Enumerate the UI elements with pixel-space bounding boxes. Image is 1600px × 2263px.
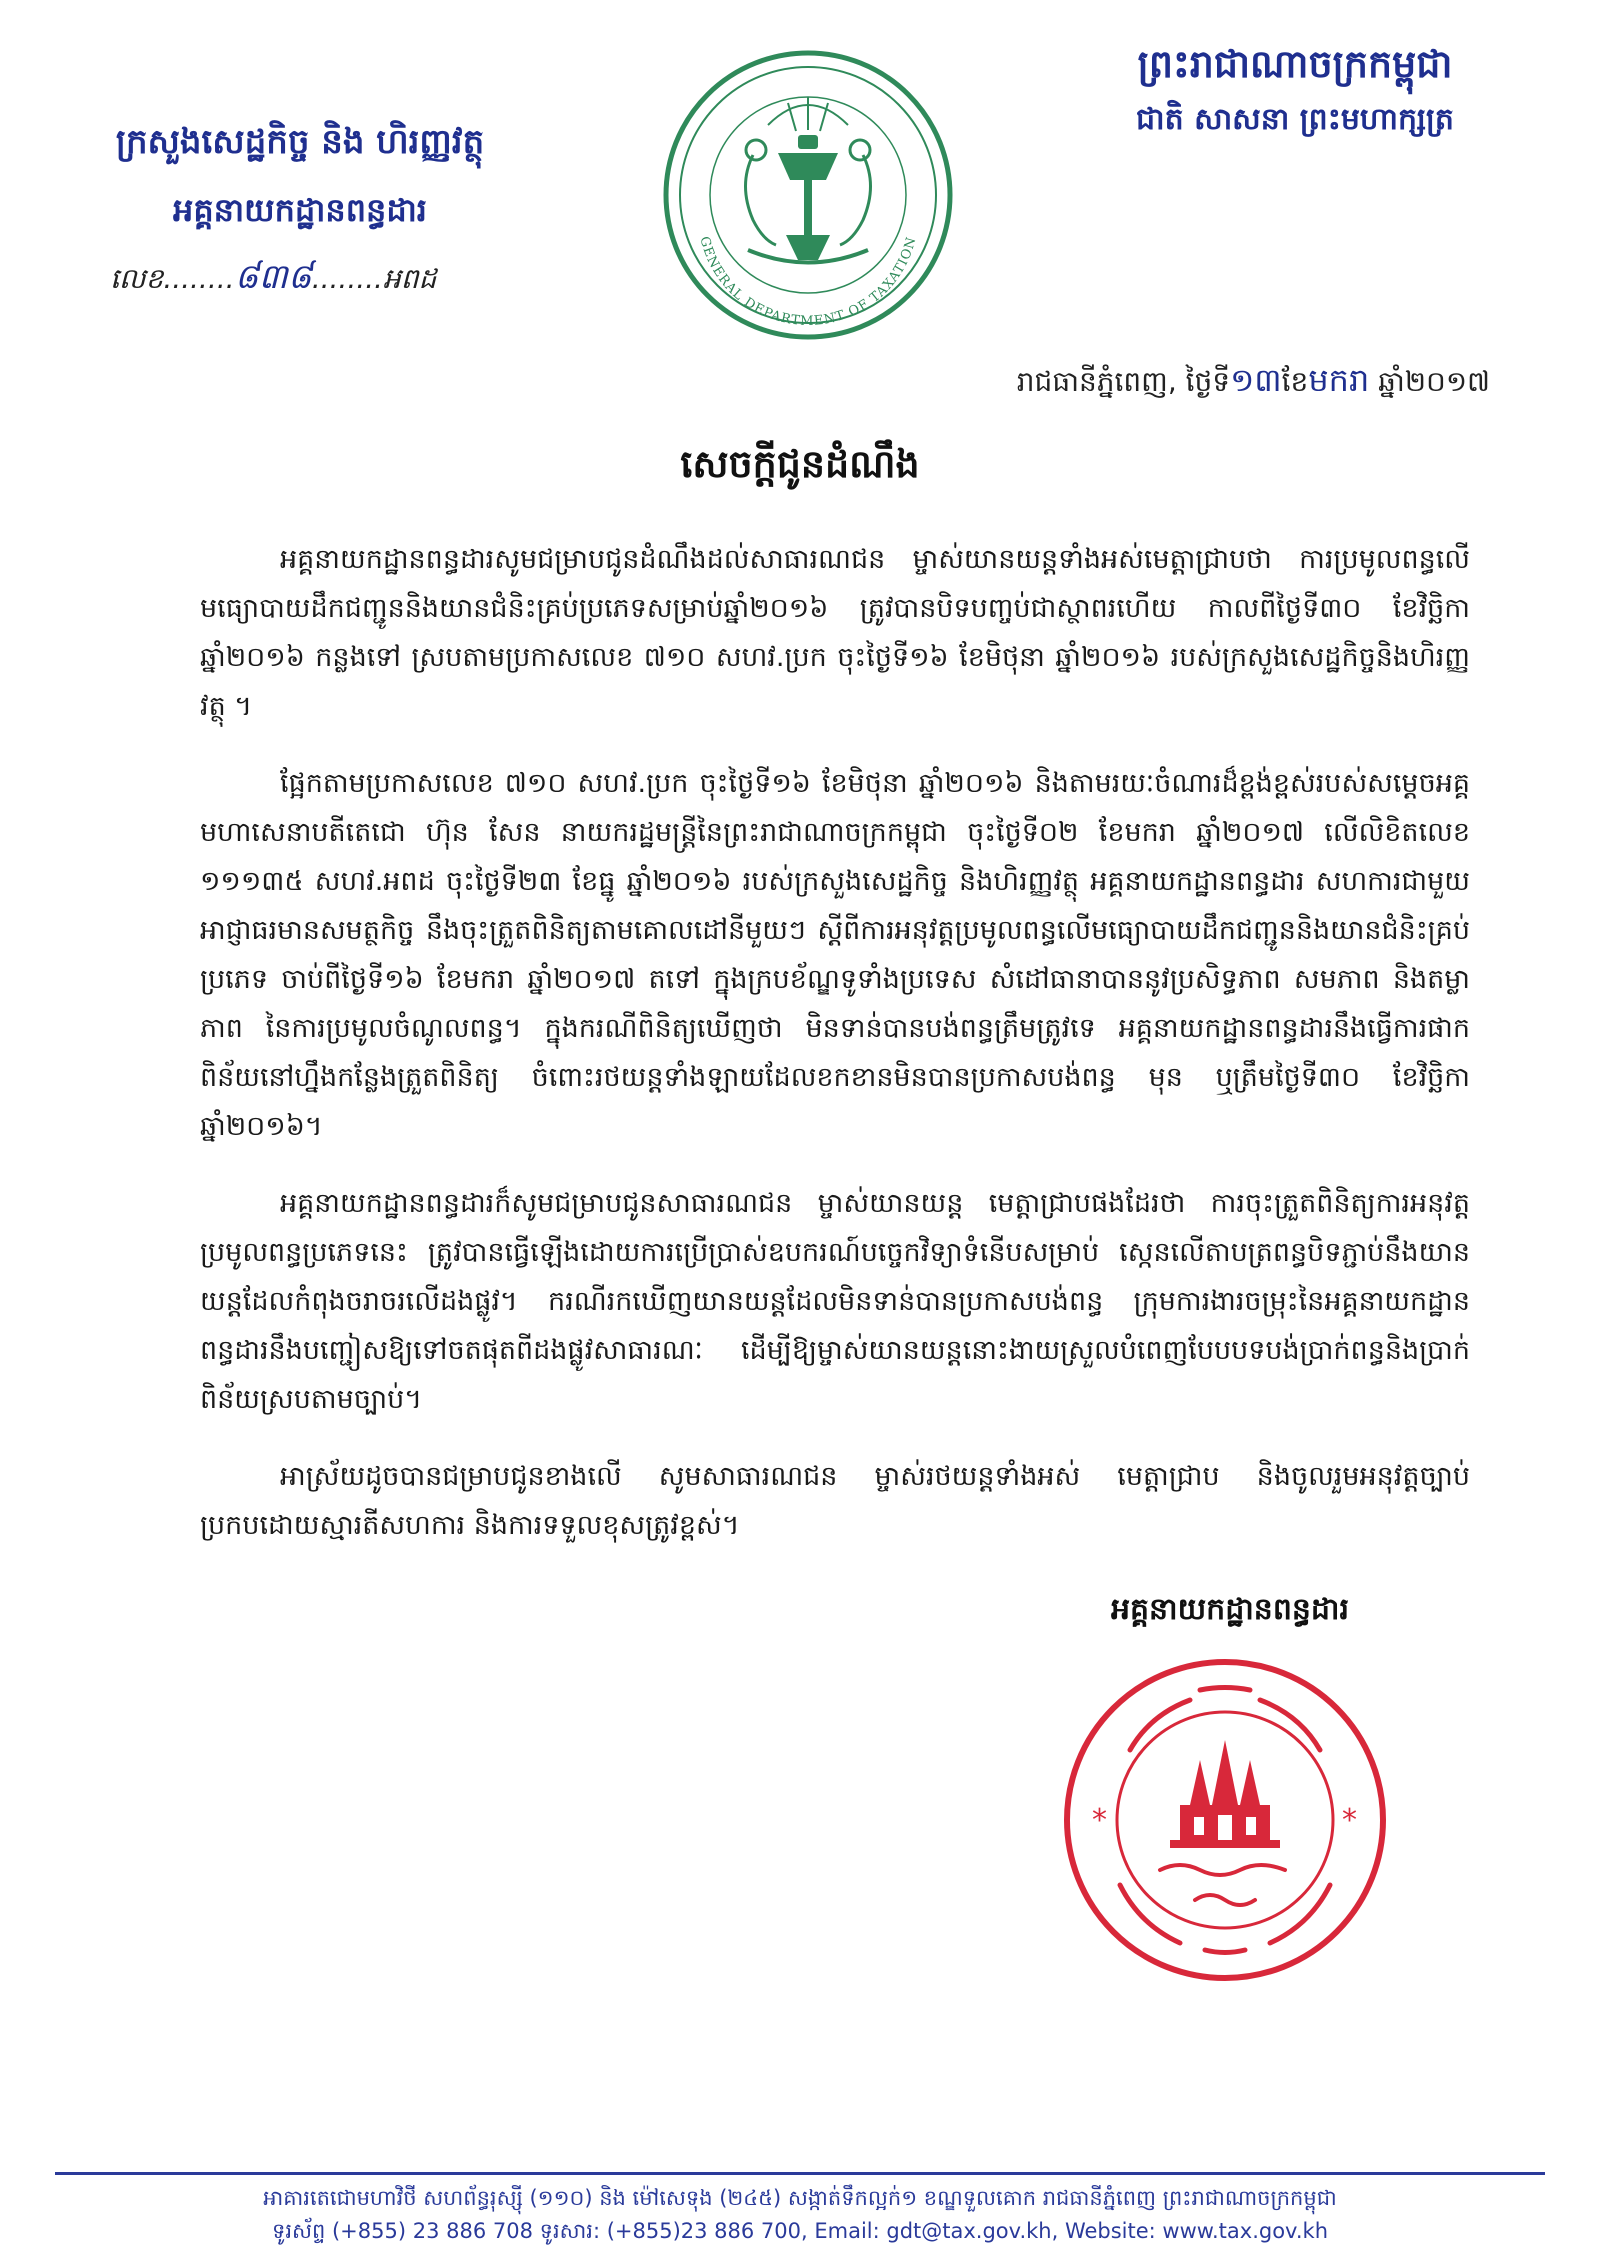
date-day: ១៣ <box>1230 361 1282 399</box>
reference-number-suffix: អពដ <box>382 262 437 295</box>
paragraph-1: អគ្គនាយកដ្ឋានពន្ធដារសូមជម្រាបជូនដំណឹងដល់សាធារណជន ម្ចាស់យានយន្តទាំងអស់មេត្តាជ្រាបថា ការប្រមូលពន្ធលើមធ្យោបាយដឹកជញ្ជូននិងយានជំនិះគ្រប់ប្រភេទសម្រាប់ឆ្នាំ២០១៦ ត្រូវបានបិទបញ្ចប់ជាស្ថាពរហើយ កាលពីថ្ងៃទី៣០ ខែវិច្ឆិកា ឆ្នាំ២០១៦ កន្លងទៅ ស្របតាមប្រកាសលេខ ៧១០ សហវ.ប្រក ចុះថ្ងៃទី១៦ ខែមិថុនា ឆ្នាំ២០១៦ របស់ក្រសួងសេដ្ឋកិច្ចនិងហិរញ្ញវត្ថុ ។ <box>200 544 1470 722</box>
emblem-caption: GENERAL DEPARTMENT OF TAXATION <box>696 234 920 330</box>
department-name: អគ្គនាយកដ្ឋានពន្ធដារ <box>173 191 427 229</box>
svg-text:*: * <box>1092 1803 1107 1838</box>
reference-number-prefix: លេខ <box>110 262 164 295</box>
svg-text:*: * <box>1342 1803 1357 1838</box>
signatory-title: អគ្គនាយកដ្ឋានពន្ធដារ <box>1110 1592 1350 1627</box>
date-year: ឆ្នាំ២០១៧ <box>1378 365 1490 398</box>
paragraph-2: ផ្អែកតាមប្រកាសលេខ ៧១០ សហវ.ប្រក ចុះថ្ងៃទី១៦ ខែមិថុនា ឆ្នាំ២០១៦ និងតាមរយៈចំណារដ៏ខ្ពង់ខ្ពស់របស់សម្តេចអគ្គមហាសេនាបតីតេជោ ហ៊ុន សែន នាយករដ្ឋមន្ត្រីនៃព្រះរាជាណាចក្រកម្ពុជា ចុះថ្ងៃទី០២ ខែមករា ឆ្នាំ២០១៧ លើលិខិតលេខ ១១១៣៥ សហវ.អពដ ចុះថ្ងៃទី២៣ ខែធ្នូ ឆ្នាំ២០១៦ របស់ក្រសួងសេដ្ឋកិច្ច និងហិរញ្ញវត្ថុ អគ្គនាយកដ្ឋានពន្ធដារ សហការជាមួយអាជ្ញាធរមានសមត្ថកិច្ច នឹងចុះត្រួតពិនិត្យតាមគោលដៅនីមួយៗ ស្តីពីការអនុវត្តប្រមូលពន្ធលើមធ្យោបាយដឹកជញ្ជូននិងយានជំនិះគ្រប់ប្រភេទ ចាប់ពីថ្ងៃទី១៦ ខែមករា ឆ្នាំ២០១៧ តទៅ ក្នុងក្របខ័ណ្ឌទូទាំងប្រទេស សំដៅធានាបាននូវប្រសិទ្ធភាព សមភាព និងតម្លាភាព នៃការប្រមូលចំណូលពន្ធ។ ក្នុងករណីពិនិត្យឃើញថា មិនទាន់បានបង់ពន្ធត្រឹមត្រូវទេ អគ្គនាយកដ្ឋានពន្ធដារនឹងធ្វើការផាកពិន័យនៅហ្នឹងកន្លែងត្រួតពិនិត្យ ចំពោះរថយន្តទាំងឡាយដែលខកខានមិនបានប្រកាសបង់ពន្ធ មុន ឬត្រឹមថ្ងៃទី៣០ ខែវិច្ឆិកា ឆ្នាំ២០១៦។ <box>200 768 1470 1142</box>
reference-number-handwritten: ៨៣៨ <box>234 257 312 297</box>
footer-divider <box>55 2172 1545 2175</box>
kingdom-title: ព្រះរាជាណាចក្រកម្ពុជា <box>1137 42 1453 86</box>
notice-title: សេចក្តីជូនដំណឹង <box>680 442 920 486</box>
date-line <box>1017 360 1490 407</box>
paragraph-4: អាស្រ័យដូចបានជម្រាបជូនខាងលើ សូមសាធារណជន ម្ចាស់រថយន្តទាំងអស់ មេត្តាជ្រាប និងចូលរួមអនុវត្តច្បាប់ប្រកបដោយស្មារតីសហការ និងការទទួលខុសត្រូវខ្ពស់។ <box>200 1461 1470 1541</box>
reference-number: លេខ........៨៣៨........អពដ <box>110 257 437 297</box>
date-month: មករា <box>1308 361 1370 399</box>
notice-body <box>200 535 1470 1578</box>
ministry-name: ក្រសួងសេដ្ឋកិច្ច និង ហិរញ្ញវត្ថុ <box>115 122 485 162</box>
footer-contact: ទូរស័ព្ទ (+855) 23 886 708 ទូរសារ: (+855)23 886 700, Email: gdt@tax.gov.kh, Website: www.tax.gov.kh <box>271 2219 1329 2243</box>
date-month-label: ខែ <box>1281 365 1309 398</box>
paragraph-3: អគ្គនាយកដ្ឋានពន្ធដារក៏សូមជម្រាបជូនសាធារណជន ម្ចាស់យានយន្ត មេត្តាជ្រាបផងដែរថា ការចុះត្រួតពិនិត្យការអនុវត្តប្រមូលពន្ធប្រភេទនេះ ត្រូវបានធ្វើឡើងដោយការប្រើប្រាស់ឧបករណ៍បច្ចេកវិទ្យាទំនើបសម្រាប់ ស្កេនលើតាបត្រពន្ធបិទភ្ជាប់នឹងយានយន្តដែលកំពុងចរាចរលើដងផ្លូវ។ ករណីរកឃើញយានយន្តដែលមិនទាន់បានប្រកាសបង់ពន្ធ ក្រុមការងារចម្រុះនៃអគ្គនាយកដ្ឋានពន្ធដារនឹងបញ្ជៀសឱ្យទៅចតផុតពីដងផ្លូវសាធារណៈ ដើម្បីឱ្យម្ចាស់យានយន្តនោះងាយស្រួលបំពេញបែបបទបង់ប្រាក់ពន្ធនិងប្រាក់ពិន័យស្របតាមច្បាប់។ <box>200 1188 1470 1415</box>
date-prefix: រាជធានីភ្នំពេញ, ថ្ងៃទី <box>1016 365 1231 398</box>
department-emblem <box>658 45 958 345</box>
national-motto: ជាតិ សាសនា ព្រះមហាក្សត្រ <box>1136 102 1454 137</box>
official-stamp <box>1060 1655 1390 1985</box>
footer-address: អាគារតេជោមហាវិថី សហព័ន្ធរុស្ស៊ី (១១០) និង ម៉ៅសេទុង (២៤៥) សង្កាត់ទឹកល្អក់១ ខណ្ឌទួលគោក រាជធានីភ្នំពេញ ព្រះរាជាណាចក្រកម្ពុជា <box>263 2186 1337 2210</box>
